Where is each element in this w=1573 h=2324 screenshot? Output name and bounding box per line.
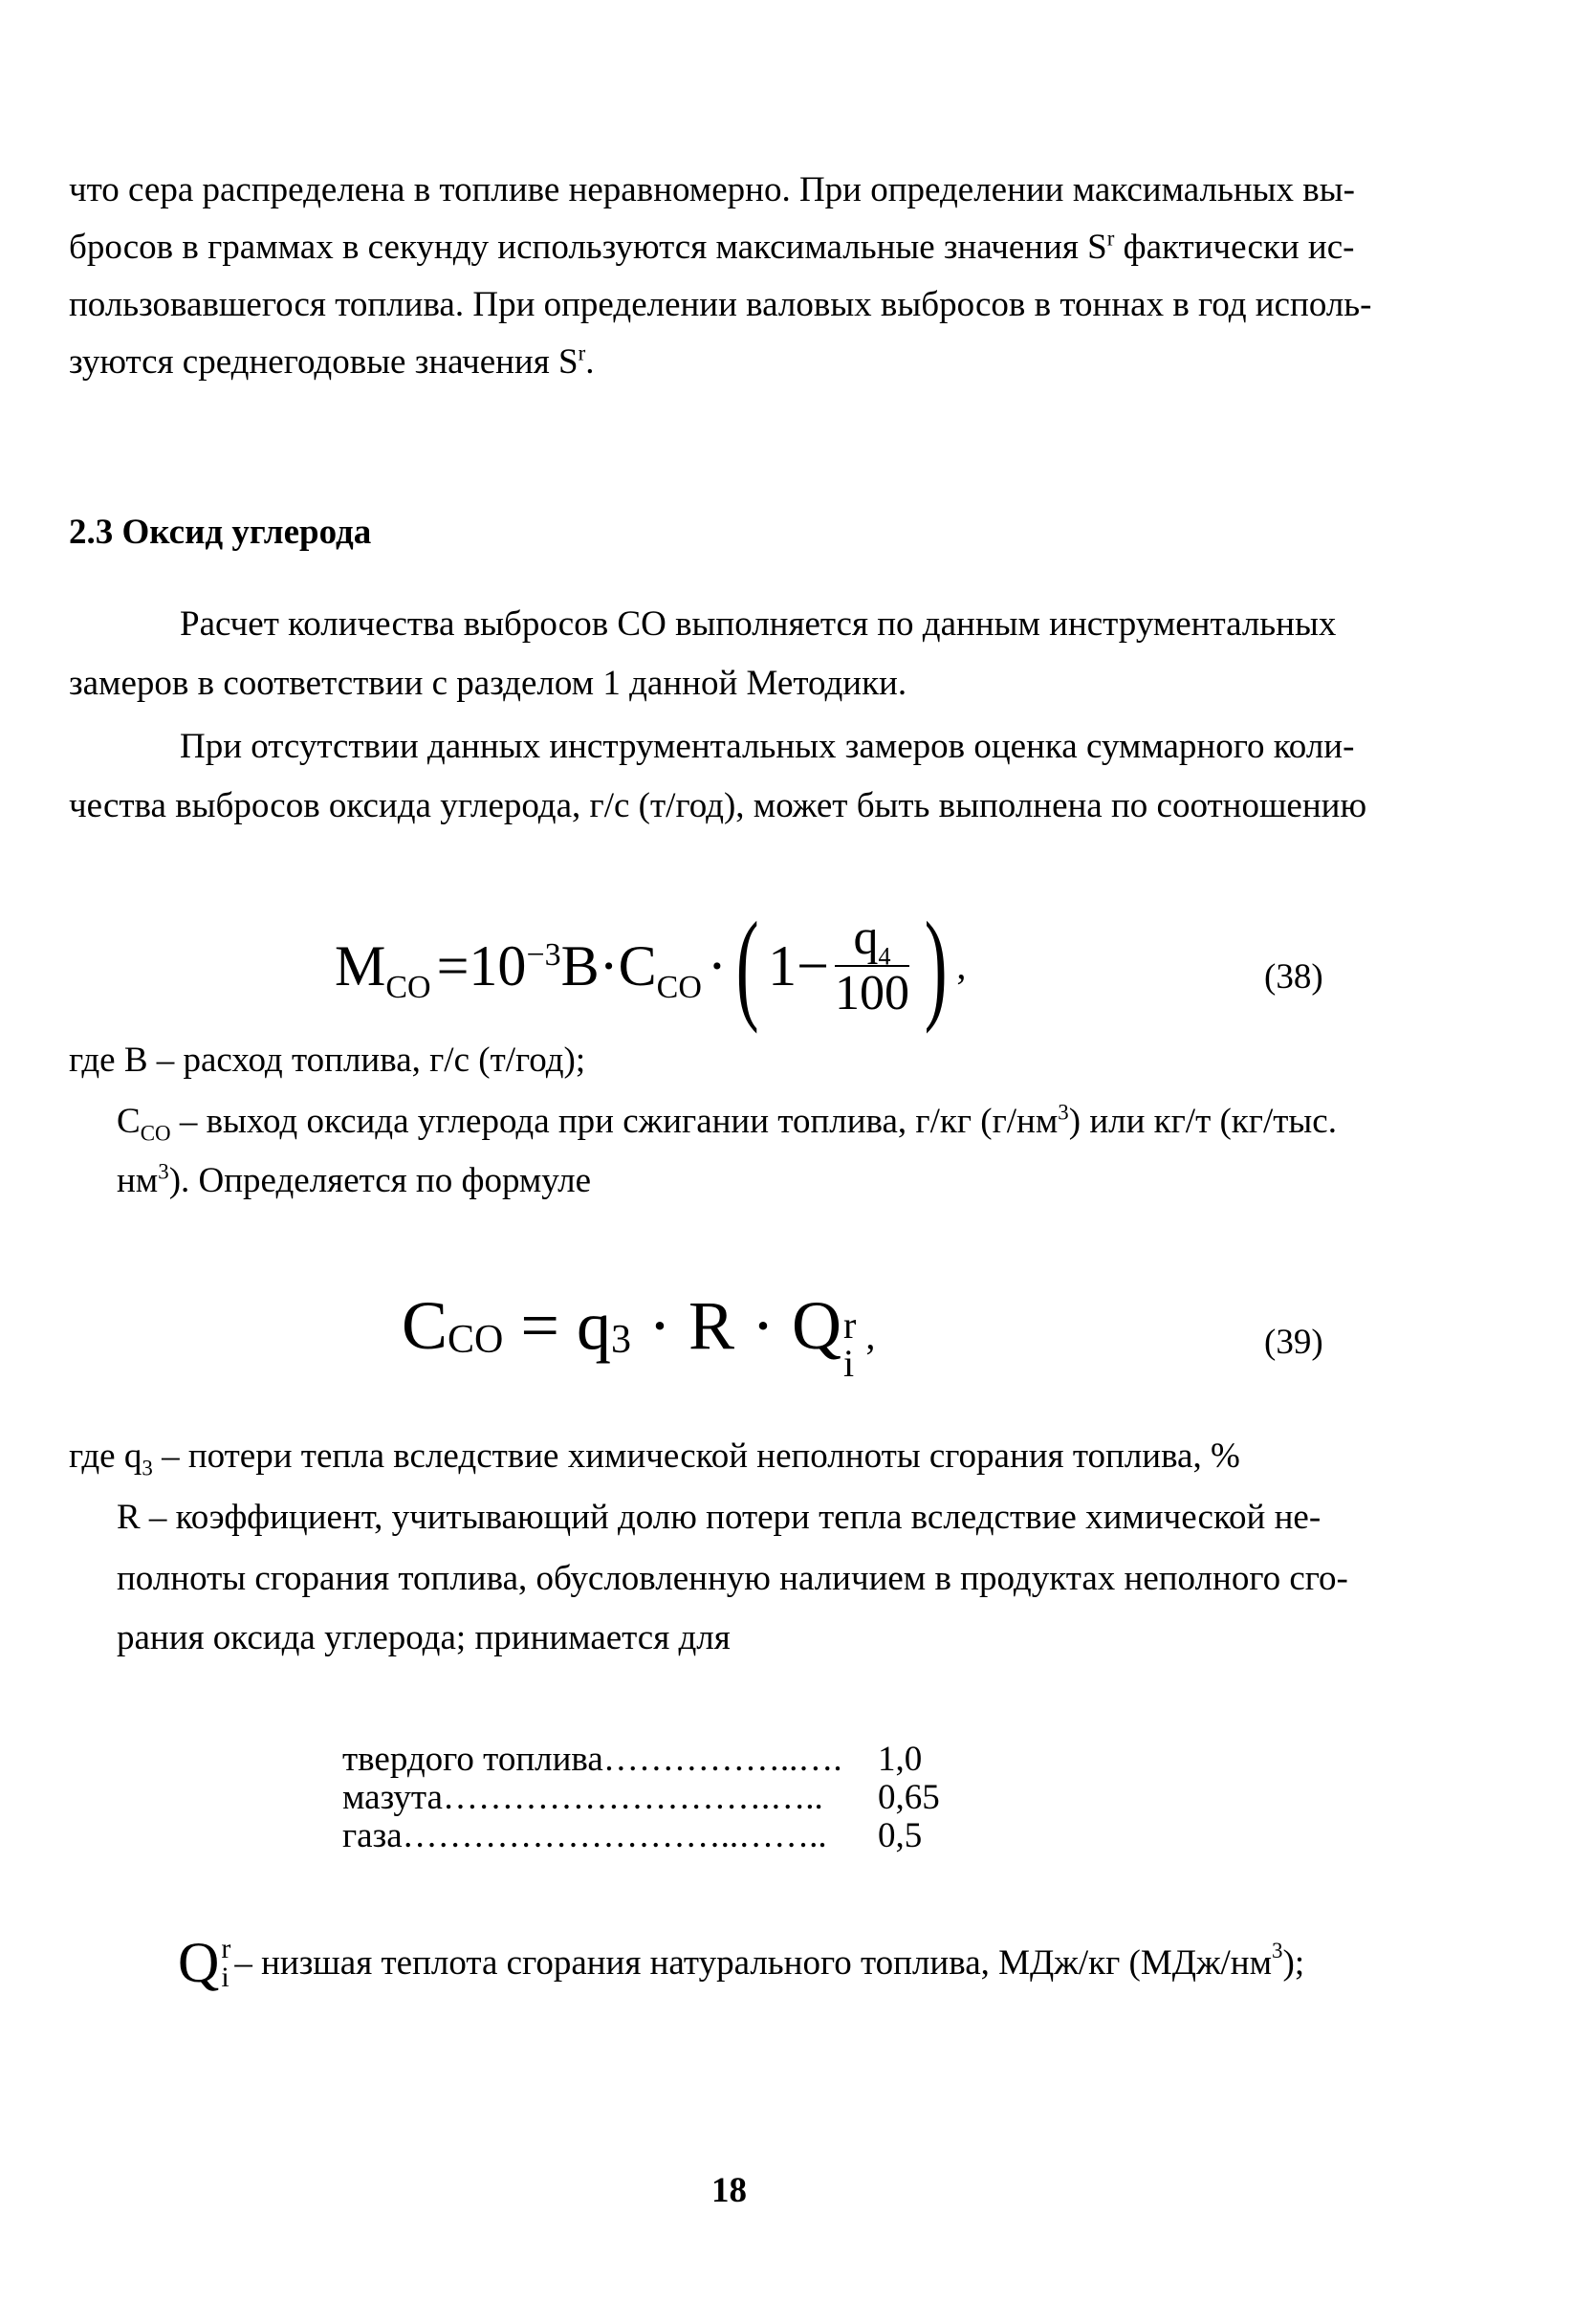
paragraph-line: чества выбросов оксида углерода, г/с (т/год), может быть выполнена по соотношению	[69, 786, 1367, 825]
equation-number: (38)	[1264, 957, 1323, 997]
numerator	[835, 910, 909, 971]
superscript: r	[842, 1304, 857, 1348]
value-row-value: 1,0	[878, 1740, 923, 1779]
text: пользовавшегося топлива. При определении валовых выбросов в тоннах в год исполь-	[69, 285, 1372, 324]
text: зуются среднегодовые значения S	[69, 342, 579, 382]
eq-lhs	[335, 934, 431, 1005]
paragraph-line	[69, 172, 1355, 208]
fraction	[835, 910, 910, 1020]
paragraph-line	[69, 226, 1355, 267]
paragraph-line	[69, 340, 595, 382]
superscript: −3	[526, 937, 561, 973]
subscript: CO	[656, 970, 702, 1005]
paragraph-line: При отсутствии данных инструментальных замеров оценка суммарного коли-	[180, 727, 1355, 766]
equation-38	[335, 889, 966, 1042]
left-paren: (	[735, 897, 759, 1035]
text: .	[585, 342, 595, 382]
symbol: ,	[956, 944, 967, 987]
subscript: 3	[142, 1456, 153, 1480]
subscript: CO	[140, 1121, 171, 1146]
symbol: =10	[436, 934, 527, 998]
symbol: · R · Q	[631, 1287, 841, 1364]
subscript: i	[221, 1961, 229, 1993]
subscript: 3	[611, 1318, 631, 1363]
equation-number: (39)	[1264, 1323, 1323, 1362]
value-row-value: 0,65	[878, 1778, 940, 1817]
definition-q	[178, 1930, 1304, 1996]
eq-rhs	[436, 934, 727, 1005]
superscript: r	[221, 1932, 231, 1964]
value-row-value: 0,5	[878, 1816, 923, 1855]
symbol: ,	[856, 1314, 876, 1357]
text: нм	[117, 1161, 159, 1200]
symbol: Q	[178, 1931, 220, 1994]
right-paren: )	[924, 897, 948, 1035]
equation-39	[402, 1286, 876, 1386]
subscript: CO	[385, 970, 431, 1005]
superscript: r	[1106, 226, 1115, 251]
superscript: 3	[1058, 1100, 1069, 1125]
value-row-label: газа………………………..……..	[342, 1816, 827, 1855]
symbol: 1−	[768, 934, 830, 998]
superscript: r	[578, 340, 586, 365]
text: ) или кг/т (кг/тыс.	[1068, 1102, 1337, 1141]
subscript: i	[842, 1342, 855, 1386]
value-row-label: твердого топлива……………..….	[342, 1740, 842, 1779]
denominator: 100	[835, 966, 910, 1020]
text: – выход оксида углерода при сжигании топлива, г/кг (г/нм	[170, 1102, 1059, 1141]
page-number: 18	[711, 2171, 747, 2210]
paragraph-line	[69, 287, 1372, 322]
symbol: B·C	[560, 934, 657, 998]
definition-cco	[117, 1100, 1337, 1146]
symbol: ·	[707, 934, 727, 998]
text: бросов в граммах в секунду используются максимальные значения S	[69, 228, 1107, 267]
definition-r: рания оксида углерода; принимается для	[117, 1618, 731, 1657]
symbol: q	[853, 910, 879, 965]
text: фактически ис-	[1114, 228, 1355, 267]
value-row-label: мазута……………………….…..	[342, 1778, 823, 1817]
sup-sub-stack	[842, 1304, 857, 1386]
symbol: C	[117, 1102, 141, 1141]
superscript: 3	[1272, 1939, 1283, 1962]
text: что сера распределена в топливе неравномерно. При определении максимальных вы-	[69, 170, 1355, 209]
symbol: C	[402, 1287, 448, 1364]
text: – низшая теплота сгорания натурального топлива, МДж/кг (МДж/нм	[234, 1943, 1273, 1983]
definition-q3	[69, 1436, 1240, 1480]
text: – потери тепла вследствие химической неполноты сгорания топлива, %	[152, 1436, 1240, 1476]
text: ). Определяется по формуле	[168, 1161, 592, 1200]
definition-b: где B – расход топлива, г/с (т/год);	[69, 1041, 586, 1080]
paragraph-line: замеров в соответствии с разделом 1 данной Методики.	[69, 664, 907, 703]
definition-r: полноты сгорания топлива, обусловленную наличием в продуктах неполного сго-	[117, 1559, 1348, 1598]
section-heading: 2.3 Оксид углерода	[69, 513, 372, 552]
definition-r: R – коэффициент, учитывающий долю потери тепла вследствие химической не-	[117, 1498, 1322, 1537]
definition-cco-cont	[117, 1159, 592, 1200]
symbol: M	[335, 934, 386, 998]
superscript: 3	[158, 1159, 169, 1184]
subscript: 4	[878, 942, 891, 971]
sup-sub-stack	[221, 1932, 231, 1993]
text: где q	[69, 1436, 142, 1476]
text: );	[1282, 1943, 1305, 1983]
symbol: = q	[503, 1287, 611, 1364]
subscript: CO	[448, 1318, 504, 1363]
paragraph-line: Расчет количества выбросов СО выполняется по данным инструментальных	[180, 604, 1337, 644]
